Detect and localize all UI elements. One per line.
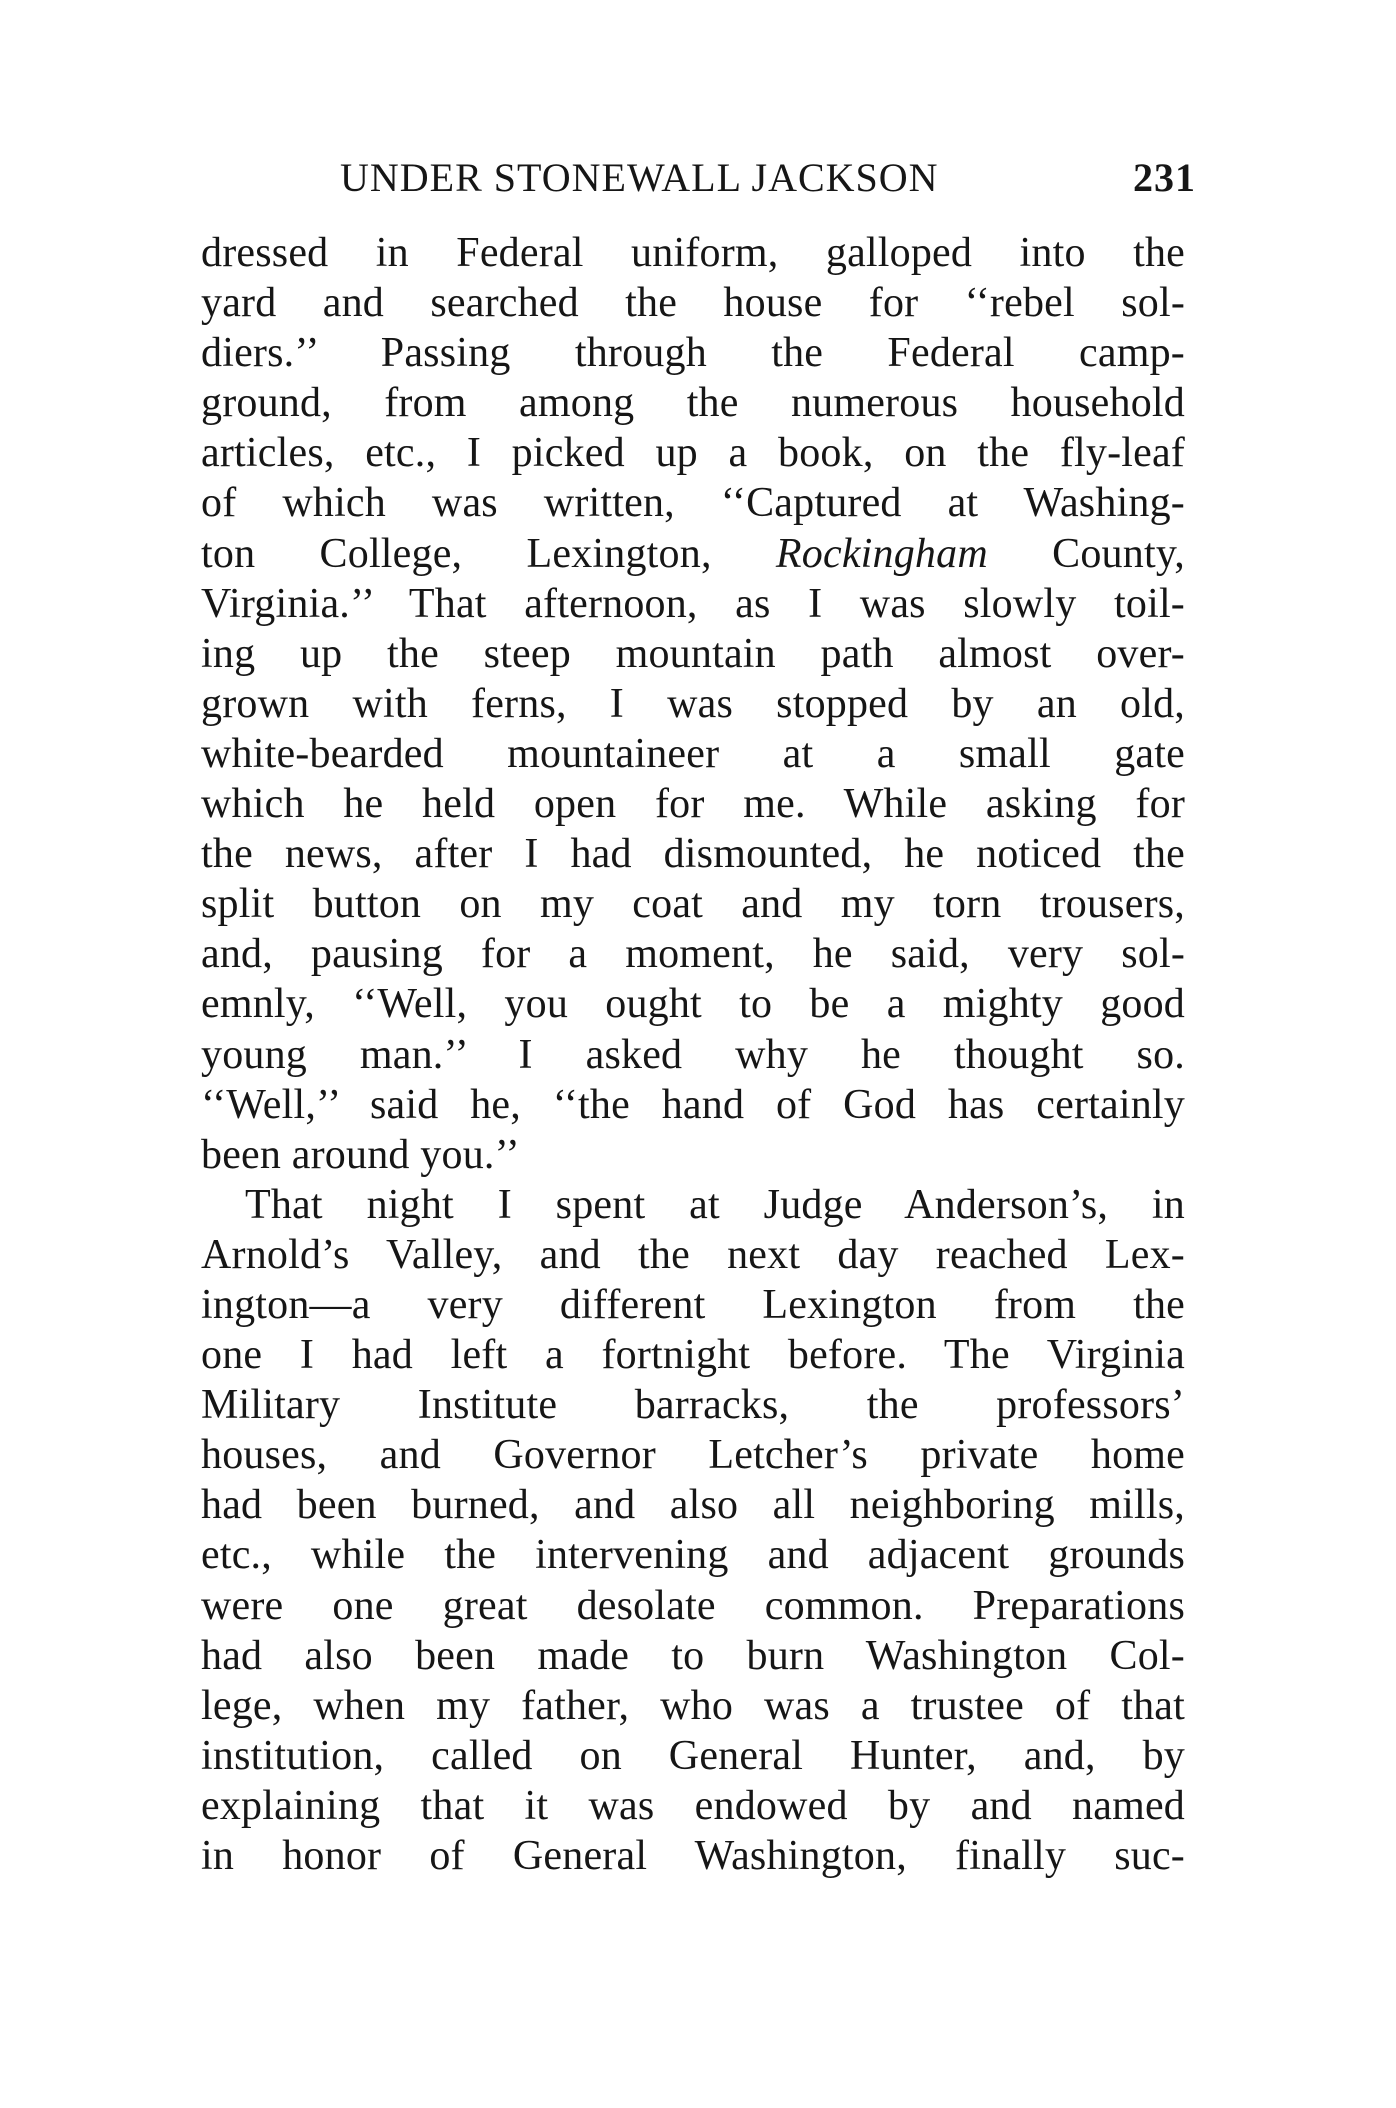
paragraph — [201, 228, 1185, 1180]
text-line: which he held open for me. While asking for — [201, 781, 1185, 828]
text-line: one I had left a fortnight before. The Virginia — [201, 1332, 1185, 1379]
text-line: ground, from among the numerous household — [201, 380, 1185, 427]
text-line: houses, and Governor Letcher’s private home — [201, 1432, 1185, 1479]
text-line: were one great desolate common. Preparations — [201, 1582, 1185, 1629]
text-line: diers.’’ Passing through the Federal camp- — [201, 330, 1185, 377]
paragraph — [201, 1180, 1185, 1881]
text-line: young man.’’ I asked why he thought so. — [201, 1031, 1185, 1078]
text-line: ing up the steep mountain path almost over- — [201, 630, 1185, 677]
text-line: had also been made to burn Washington Col- — [201, 1632, 1185, 1679]
text-line: dressed in Federal uniform, galloped into the — [201, 230, 1185, 276]
text-line: in honor of General Washington, finally suc- — [201, 1833, 1185, 1879]
text-segment: ton College, Lexington, — [201, 530, 776, 577]
text-line: institution, called on General Hunter, and, by — [201, 1732, 1185, 1779]
text-line: Arnold’s Valley, and the next day reached Lex- — [201, 1231, 1185, 1278]
text-line: of which was written, ‘‘Captured at Washing- — [201, 480, 1185, 527]
running-head — [340, 148, 1196, 208]
running-title: UNDER STONEWALL JACKSON — [340, 155, 939, 200]
text-line: the news, after I had dismounted, he noticed the — [201, 831, 1185, 878]
text-line — [201, 529, 1185, 579]
page-number: 231 — [1133, 155, 1196, 200]
text-line: That night I spent at Judge Anderson’s, in — [245, 1181, 1185, 1228]
body-text — [201, 228, 1185, 1881]
text-line: been around you.’’ — [201, 1131, 520, 1178]
text-line: Virginia.’’ That afternoon, as I was slowly toil- — [201, 580, 1185, 627]
text-line: ‘‘Well,’’ said he, ‘‘the hand of God has certainly — [201, 1081, 1185, 1128]
text-line: explaining that it was endowed by and named — [201, 1782, 1185, 1829]
text-line: yard and searched the house for ‘‘rebel sol- — [201, 280, 1185, 327]
text-line: emnly, ‘‘Well, you ought to be a mighty good — [201, 981, 1185, 1028]
text-line: etc., while the intervening and adjacent grounds — [201, 1532, 1185, 1579]
text-line: white-bearded mountaineer at a small gate — [201, 730, 1185, 777]
text-line: articles, etc., I picked up a book, on the fly-leaf — [201, 430, 1185, 477]
text-line: lege, when my father, who was a trustee of that — [201, 1682, 1185, 1729]
text-line: split button on my coat and my torn trousers, — [201, 881, 1185, 928]
text-line: grown with ferns, I was stopped by an old, — [201, 680, 1185, 727]
text-segment: County, — [987, 530, 1185, 577]
italic-place-name: Rockingham — [775, 530, 988, 577]
text-line: ington—a very different Lexington from the — [201, 1281, 1185, 1328]
text-line: had been burned, and also all neighboring mills, — [201, 1482, 1185, 1529]
text-line: and, pausing for a moment, he said, very sol- — [201, 931, 1185, 978]
text-line: Military Institute barracks, the professors’ — [201, 1382, 1185, 1429]
